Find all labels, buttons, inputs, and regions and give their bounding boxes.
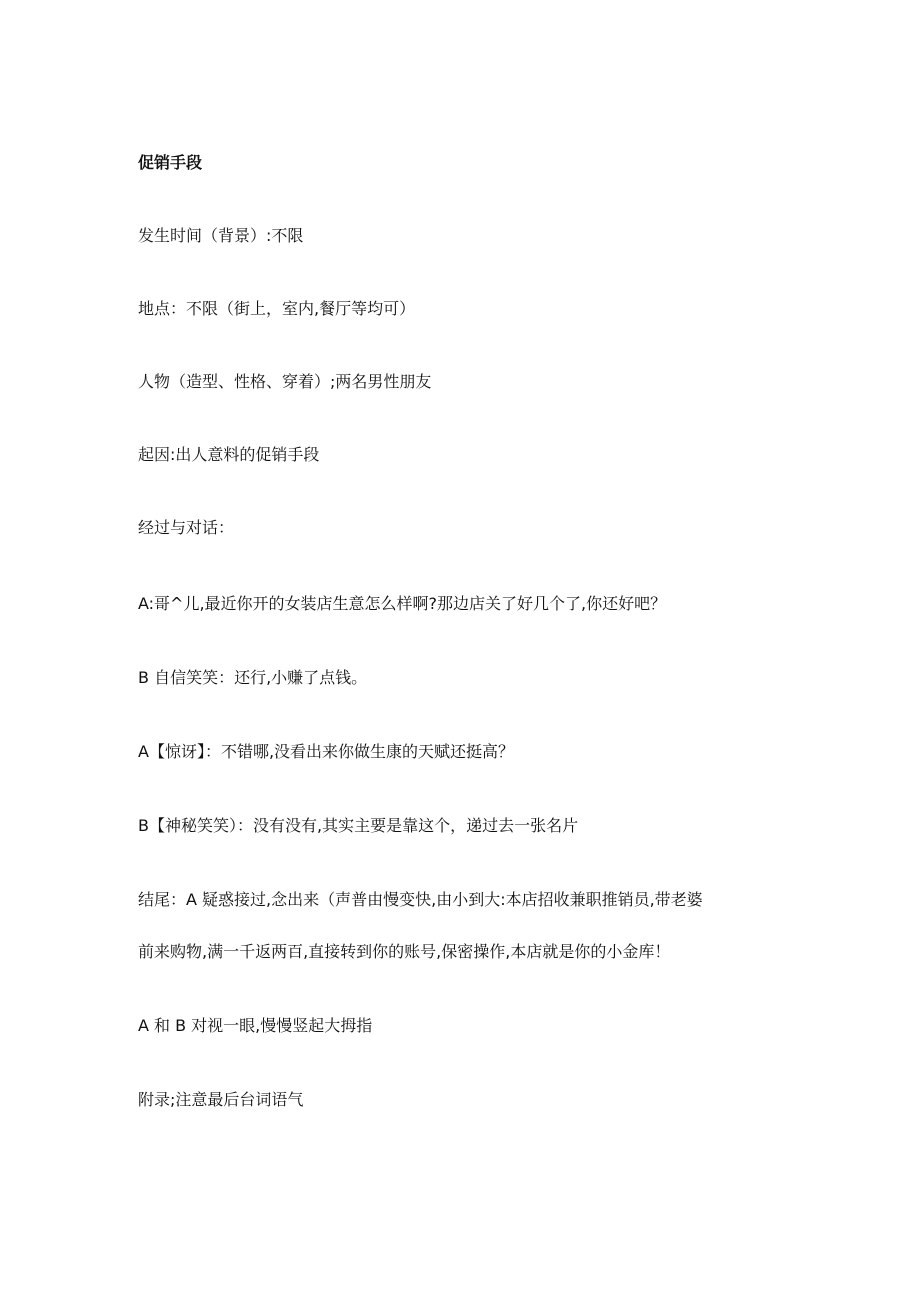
text-line-time: 发生时间（背景）:不限 <box>138 226 304 245</box>
ending-line-1: 结尾：A 疑惑接过,念出来（声普由慢变快,由小到大:本店招收兼职推销员,带老婆 <box>138 890 703 909</box>
appendix-line: 附录;注意最后台词语气 <box>138 1090 304 1109</box>
dialogue-line-a1: A:哥^儿,最近你开的女装店生意怎么样啊?那边店关了好几个了,你还好吧？ <box>138 594 667 613</box>
dialogue-line-a2: A【惊讶】：不错哪,没看出来你做生康的天赋还挺高？ <box>138 742 515 761</box>
ending-line-3: A 和 B 对视一眼,慢慢竖起大拇指 <box>138 1016 373 1035</box>
ending-line-2: 前来购物,满一千返两百,直接转到你的账号,保密操作,本店就是你的小金库！ <box>138 942 671 961</box>
dialogue-line-b2: B【神秘笑笑）：没有没有,其实主要是靠这个，递过去一张名片 <box>138 816 579 835</box>
text-line-characters: 人物（造型、性格、穿着）;两名男性朋友 <box>138 372 432 391</box>
text-line-cause: 起因:出人意料的促销手段 <box>138 445 320 464</box>
dialogue-line-b1: B 自信笑笑：还行,小赚了点钱。 <box>138 668 368 687</box>
text-line-location: 地点：不限（街上，室内,餐厅等均可） <box>138 299 416 318</box>
text-line-process-heading: 经过与对话： <box>138 518 235 537</box>
document-title: 促销手段 <box>138 153 203 172</box>
